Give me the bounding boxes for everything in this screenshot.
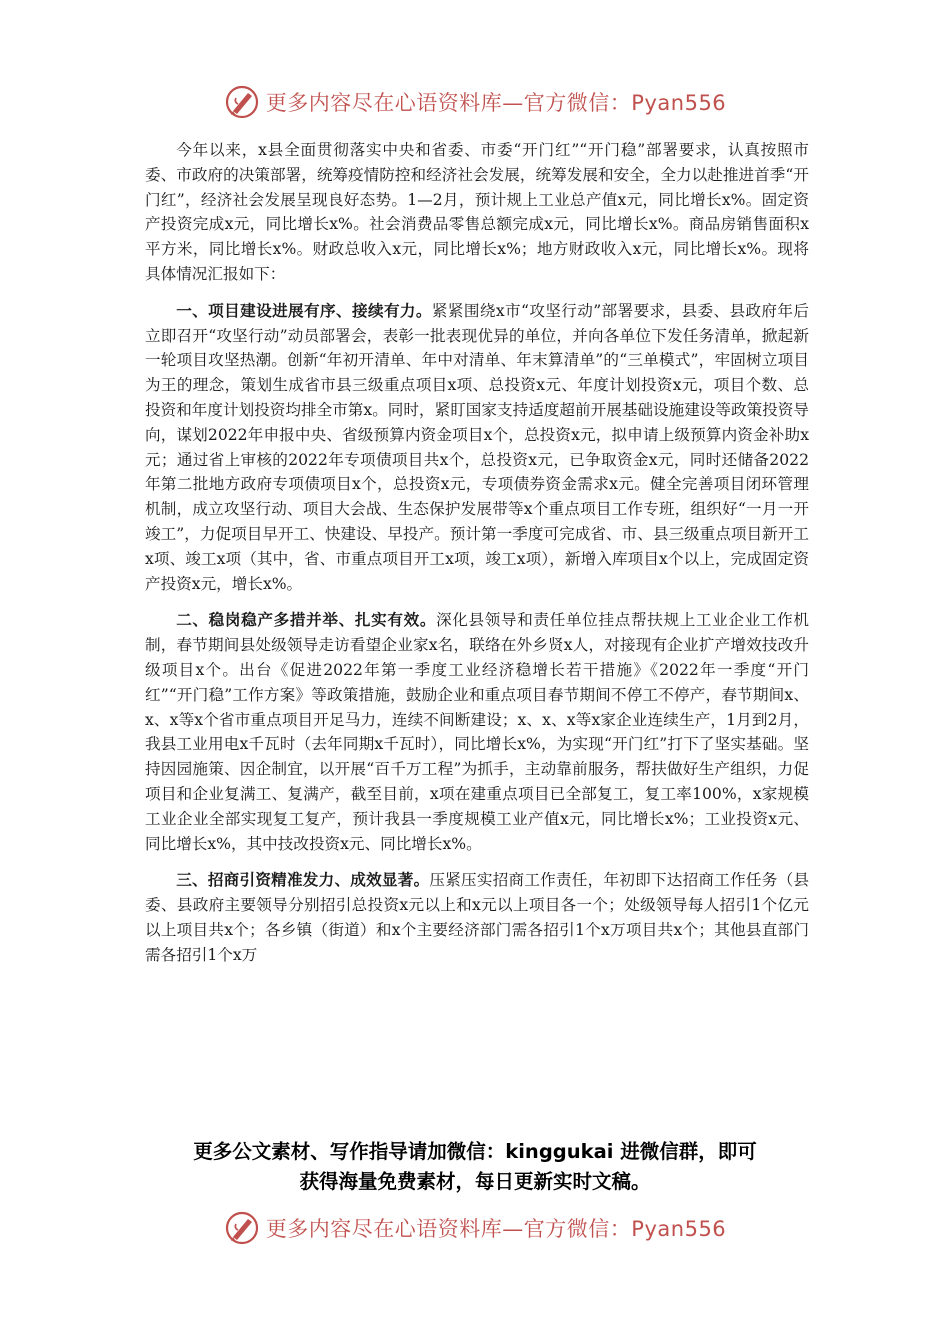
intro-paragraph [145,138,809,287]
paragraph-text: 紧紧围绕x市“攻坚行动”部署要求，县委、县政府年后立即召开“攻坚行动”动员部署会，表彰一批表现优异的单位，并向各单位下发任务清单，掀起新一轮项目攻坚热潮。创新“年初开清单、年中对清单、年末算清单”的“三单模式”，牢固树立项目为王的理念，策划生成省市县三级重点项目x项、总投资x元、年度计划投资x元，项目个数、总投资和年度计划投资均排全市第x。同时，紧盯国家支持适度超前开展基础设施建设等政策投资导向，谋划2022年申报中央、省级预算内资金项目x个，总投资x元，拟申请上级预算内资金补助x元；通过省上审核的2022年专项债项目共x个，总投资x元，已争取资金x元，同时还储备2022年第二批地方政府专项债项目x个，总投资x元，专项债券资金需求x元。健全完善项目闭环管理机制，成立攻坚行动、项目大会战、生态保护发展带等x个重点项目工作专班，组织好“一月一开竣工”，力促项目早开工、快建设、早投产。预计第一季度可完成省、市、县三级重点项目新开工x项、竣工x项（其中，省、市重点项目开工x项，竣工x项），新增入库项目x个以上，完成固定资产投资x元，增长x%。 [145,301,809,593]
section-heading: 一、项目建设进展有序、接续有力。 [176,300,432,320]
section-1-paragraph [145,299,809,597]
promo-notice [110,1137,840,1197]
promo-line-1: 更多公文素材、写作指导请加微信：kinggukai 进微信群，即可 [193,1140,757,1163]
section-2-paragraph [145,608,809,856]
promo-line-2: 获得海量免费素材，每日更新实时文稿。 [299,1170,651,1193]
header-banner [0,82,950,122]
footer-banner-text: 更多内容尽在心语资料库—官方微信：Pyan556 [265,1217,727,1241]
footer-banner [0,1208,950,1248]
paragraph-text: 今年以来，x县全面贯彻落实中央和省委、市委“开门红”“开门稳”部署要求，认真按照市委、市政府的决策部署，统筹疫情防控和经济社会发展，统筹发展和安全，全力以赴推进首季“开门红”，经济社会发展呈现良好态势。1—2月，预计规上工业总产值x元，同比增长x%。固定资产投资完成x元，同比增长x%。社会消费品零售总额完成x元，同比增长x%。商品房销售面积x平方米，同比增长x%。财政总收入x元，同比增长x%；地方财政收入x元，同比增长x%。现将具体情况汇报如下： [145,141,809,283]
paragraph-text: 深化县领导和责任单位挂点帮扶规上工业企业工作机制，春节期间县处级领导走访看望企业家x名，联络在外乡贤x人，对接现有企业扩产增效技改升级项目x个。出台《促进2022年第一季度工业经济稳增长若干措施》《2022年一季度“开门红”“开门稳”工作方案》等政策措施，鼓励企业和重点项目春节期间不停工不停产，春节期间x、x、x等x个省市重点项目开足马力，连续不间断建设；x、x、x等x家企业连续生产，1月到2月，我县工业用电x千瓦时（去年同期x千瓦时），同比增长x%，为实现“开门红”打下了坚实基础。坚持因园施策、因企制宜，以开展“百千万工程”为抓手，主动靠前服务，帮扶做好生产组织，力促项目和企业复满工、复满产，截至目前，x项在建重点项目已全部复工，复工率100%，x家规模工业企业全部实现复工复产，预计我县一季度规模工业产值x元，同比增长x%；工业投资x元、同比增长x%，其中技改投资x元、同比增长x%。 [145,611,809,853]
pen-icon [224,1210,260,1246]
pen-icon [224,84,260,120]
paragraph-text: 压紧压实招商工作责任，年初即下达招商工作任务（县委、县政府主要领导分别招引总投资x元以上和x元以上项目各一个；处级领导每人招引1个亿元以上项目共x个；各乡镇（街道）和x个主要经济部门需各招引1个x万项目共x个；其他县直部门需各招引1个x万 [145,871,809,964]
document-body [145,138,809,980]
header-banner-text: 更多内容尽在心语资料库—官方微信：Pyan556 [265,91,727,115]
section-heading: 二、稳岗稳产多措并举、扎实有效。 [176,610,437,630]
section-3-paragraph [145,868,809,967]
section-heading: 三、招商引资精准发力、成效显著。 [176,870,430,890]
